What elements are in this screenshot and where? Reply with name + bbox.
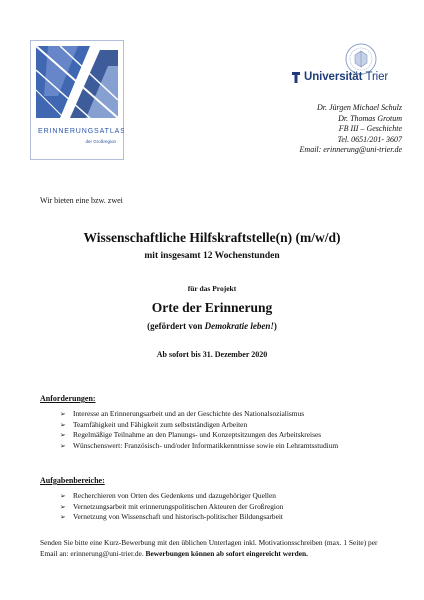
list-item bbox=[60, 441, 410, 452]
list-item-text: Vernetzungsarbeit mit erinnerungspolitischen Akteuren der Großregion bbox=[73, 501, 284, 511]
funding-suffix: ) bbox=[273, 321, 277, 331]
requirements-list bbox=[60, 409, 410, 451]
arrow-bullet-icon: ➢ bbox=[60, 513, 66, 522]
arrow-bullet-icon: ➢ bbox=[60, 502, 66, 511]
university-name-bold: Universität bbox=[304, 71, 363, 83]
contact-line: Dr. Thomas Grotum bbox=[338, 113, 402, 123]
university-name-light: Trier bbox=[365, 71, 389, 83]
erinnerungsatlas-logo bbox=[30, 40, 124, 160]
intro-text: Wir bieten eine bzw. zwei bbox=[40, 196, 123, 205]
contact-line: Dr. Jürgen Michael Schulz bbox=[316, 103, 402, 112]
job-title: Wissenschaftliche Hilfskraftstelle(n) (m/w/d) bbox=[83, 230, 341, 245]
list-item-text: Recherchieren von Orten des Gedenkens und dazugehöriger Quellen bbox=[73, 491, 276, 500]
contact-line: Tel. 0651/201- 3607 bbox=[337, 134, 402, 144]
arrow-bullet-icon: ➢ bbox=[60, 492, 66, 500]
list-item-text: Vernetzung von Wissenschaft und historisch-politischer Bildungsarbeit bbox=[73, 512, 283, 522]
list-item bbox=[60, 502, 410, 513]
contact-email: Email: erinnerung@uni-trier.de bbox=[299, 145, 402, 155]
funding-text bbox=[0, 321, 424, 331]
arrow-bullet-icon: ➢ bbox=[60, 431, 66, 440]
list-item-text: Interesse an Erinnerungsarbeit und an der Geschichte des Nationalsozialismus bbox=[73, 409, 305, 418]
requirements-heading: Anforderungen: bbox=[40, 394, 96, 403]
arrow-bullet-icon: ➢ bbox=[60, 420, 66, 429]
project-label: für das Projekt bbox=[187, 284, 237, 293]
list-item bbox=[60, 491, 410, 502]
arrow-bullet-icon: ➢ bbox=[60, 441, 66, 450]
list-item bbox=[60, 430, 410, 441]
arrow-bullet-icon: ➢ bbox=[60, 410, 66, 418]
list-item bbox=[60, 420, 410, 431]
university-mark-icon bbox=[292, 72, 300, 83]
closing-line-2: 1 Seite) per Email an: erinnerung@uni-trier.de. bbox=[40, 538, 378, 558]
list-item-text: Wünschenswert: Französisch- und/oder Informatikkenntnisse sowie ein Lehramtsstudium bbox=[73, 440, 339, 450]
university-name bbox=[304, 71, 388, 83]
erinnerungsatlas-logo-graphic bbox=[30, 40, 124, 160]
contact-line: FB III – Geschichte bbox=[338, 124, 402, 134]
list-item bbox=[60, 409, 410, 420]
contact-block bbox=[300, 103, 402, 156]
hours-text: mit insgesamt 12 Wochenstunden bbox=[144, 251, 280, 261]
closing-paragraph bbox=[40, 538, 392, 559]
funding-program: Demokratie leben! bbox=[204, 321, 274, 331]
period-text: Ab sofort bis 31. Dezember 2020 bbox=[156, 350, 268, 359]
list-item-text: Teamfähigkeit und Fähigkeit zum selbstständigen Arbeiten bbox=[73, 419, 248, 429]
closing-bold-text: Bewerbungen können ab sofort eingereicht werden. bbox=[145, 548, 308, 558]
logo-subtitle: der Großregion bbox=[85, 139, 116, 144]
tasks-heading: Aufgabenbereiche: bbox=[40, 476, 105, 485]
funding-prefix: (gefördert von bbox=[147, 321, 205, 331]
logo-title: ERINNERUNGSATLAS bbox=[38, 128, 124, 135]
list-item-text: Regelmäßige Teilnahme an den Planungs- und Konzeptsitzungen des Arbeitskreises bbox=[73, 430, 322, 440]
list-item bbox=[60, 512, 410, 523]
university-logo bbox=[292, 70, 404, 84]
project-name: Orte der Erinnerung bbox=[151, 300, 273, 315]
closing-line-1: Senden Sie bitte eine Kurz-Bewerbung mit den üblichen Unterlagen inkl. Motivationsschreiben (max. bbox=[40, 538, 342, 547]
tasks-list bbox=[60, 491, 410, 523]
